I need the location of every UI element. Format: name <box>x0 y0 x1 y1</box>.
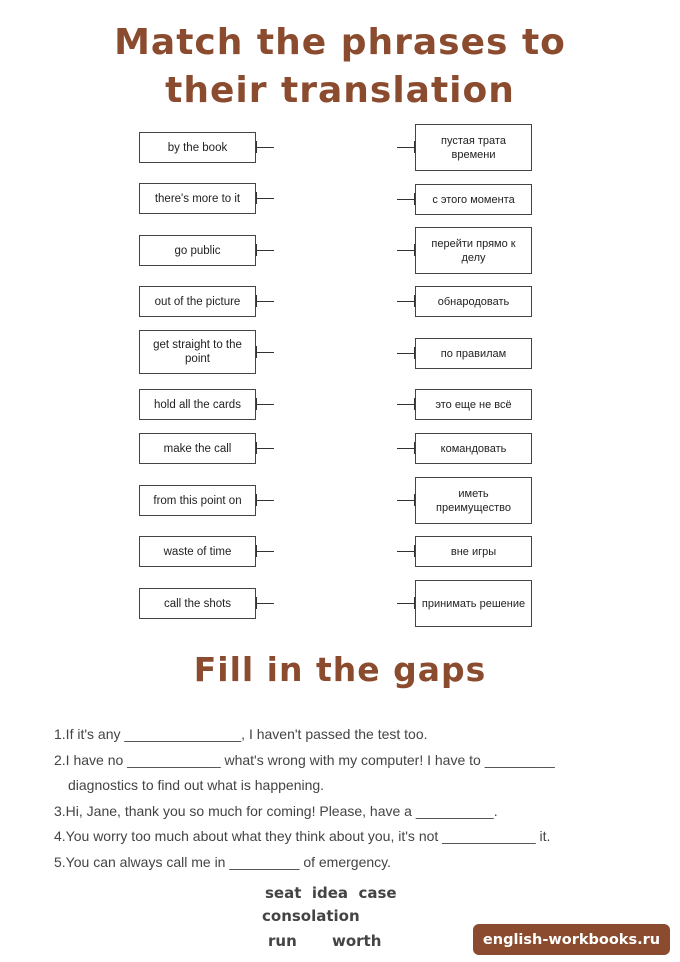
fill-gaps-title: Fill in the gaps <box>193 650 487 689</box>
left-phrase-6: hold all the cards <box>139 389 256 420</box>
word-bank-row-2: consolation <box>262 907 360 925</box>
sentence-5: 5.You can always call me in _________ of emergency. <box>54 853 391 870</box>
sentence-1: 1.If it's any _______________, I haven't passed the test too. <box>54 726 428 742</box>
left-connector <box>257 250 274 251</box>
sentence-3: 3.Hi, Jane, thank you so much for coming! Please, have a __________. <box>54 802 498 819</box>
right-connector <box>414 347 415 359</box>
website-badge: english-workbooks.ru <box>473 924 670 955</box>
right-translation-10: принимать решение <box>415 580 532 627</box>
right-connector <box>397 404 414 405</box>
right-connector <box>397 199 414 200</box>
sentence-2: 2.I have no ____________ what's wrong with my computer! I have to _________ <box>54 751 555 768</box>
right-connector <box>414 494 415 506</box>
left-phrase-7: make the call <box>139 433 256 464</box>
right-connector <box>414 597 415 609</box>
right-connector <box>397 551 414 552</box>
right-connector <box>414 295 415 307</box>
right-translation-4: обнародовать <box>415 286 532 317</box>
right-connector <box>414 398 415 410</box>
right-translation-9: вне игры <box>415 536 532 567</box>
right-translation-6: это еще не всё <box>415 389 532 420</box>
right-connector <box>414 193 415 205</box>
sentence-4: 4.You worry too much about what they think about you, it's not ____________ it. <box>54 828 551 844</box>
right-translation-2: с этого момента <box>415 184 532 215</box>
word-bank-row-1: seat idea case <box>265 884 397 902</box>
right-connector <box>397 448 414 449</box>
right-connector <box>397 353 414 354</box>
right-translation-5: по правилам <box>415 338 532 369</box>
right-connector <box>414 141 415 153</box>
right-connector <box>414 244 415 256</box>
left-connector <box>257 198 274 199</box>
right-connector <box>414 545 415 557</box>
left-connector <box>257 551 274 552</box>
left-connector <box>257 301 274 302</box>
left-phrase-8: from this point on <box>139 485 256 516</box>
right-translation-3: перейти прямо к делу <box>415 227 532 274</box>
left-phrase-2: there's more to it <box>139 183 256 214</box>
left-phrase-5: get straight to the point <box>139 330 256 374</box>
right-translation-1: пустая трата времени <box>415 124 532 171</box>
right-connector <box>397 500 414 501</box>
right-translation-8: иметь преимущество <box>415 477 532 524</box>
left-connector <box>257 448 274 449</box>
right-connector <box>397 250 414 251</box>
left-phrase-1: by the book <box>139 132 256 163</box>
word-bank-worth: worth <box>332 932 382 950</box>
left-phrase-9: waste of time <box>139 536 256 567</box>
left-phrase-4: out of the picture <box>139 286 256 317</box>
left-connector <box>257 603 274 604</box>
left-connector <box>257 352 274 353</box>
right-connector <box>414 442 415 454</box>
word-bank-run: run <box>268 932 297 950</box>
left-connector <box>257 404 274 405</box>
sentence-2-continued: diagnostics to find out what is happening. <box>68 777 325 793</box>
right-translation-7: командовать <box>415 433 532 464</box>
right-connector <box>397 603 414 604</box>
left-phrase-10: call the shots <box>139 588 256 619</box>
title-line-1: Match the phrases to <box>114 22 566 63</box>
right-connector <box>397 147 414 148</box>
left-connector <box>257 500 274 501</box>
right-connector <box>397 301 414 302</box>
sentence-list <box>54 722 654 875</box>
left-connector <box>257 147 274 148</box>
left-phrase-3: go public <box>139 235 256 266</box>
title-line-2: their translation <box>165 70 515 111</box>
